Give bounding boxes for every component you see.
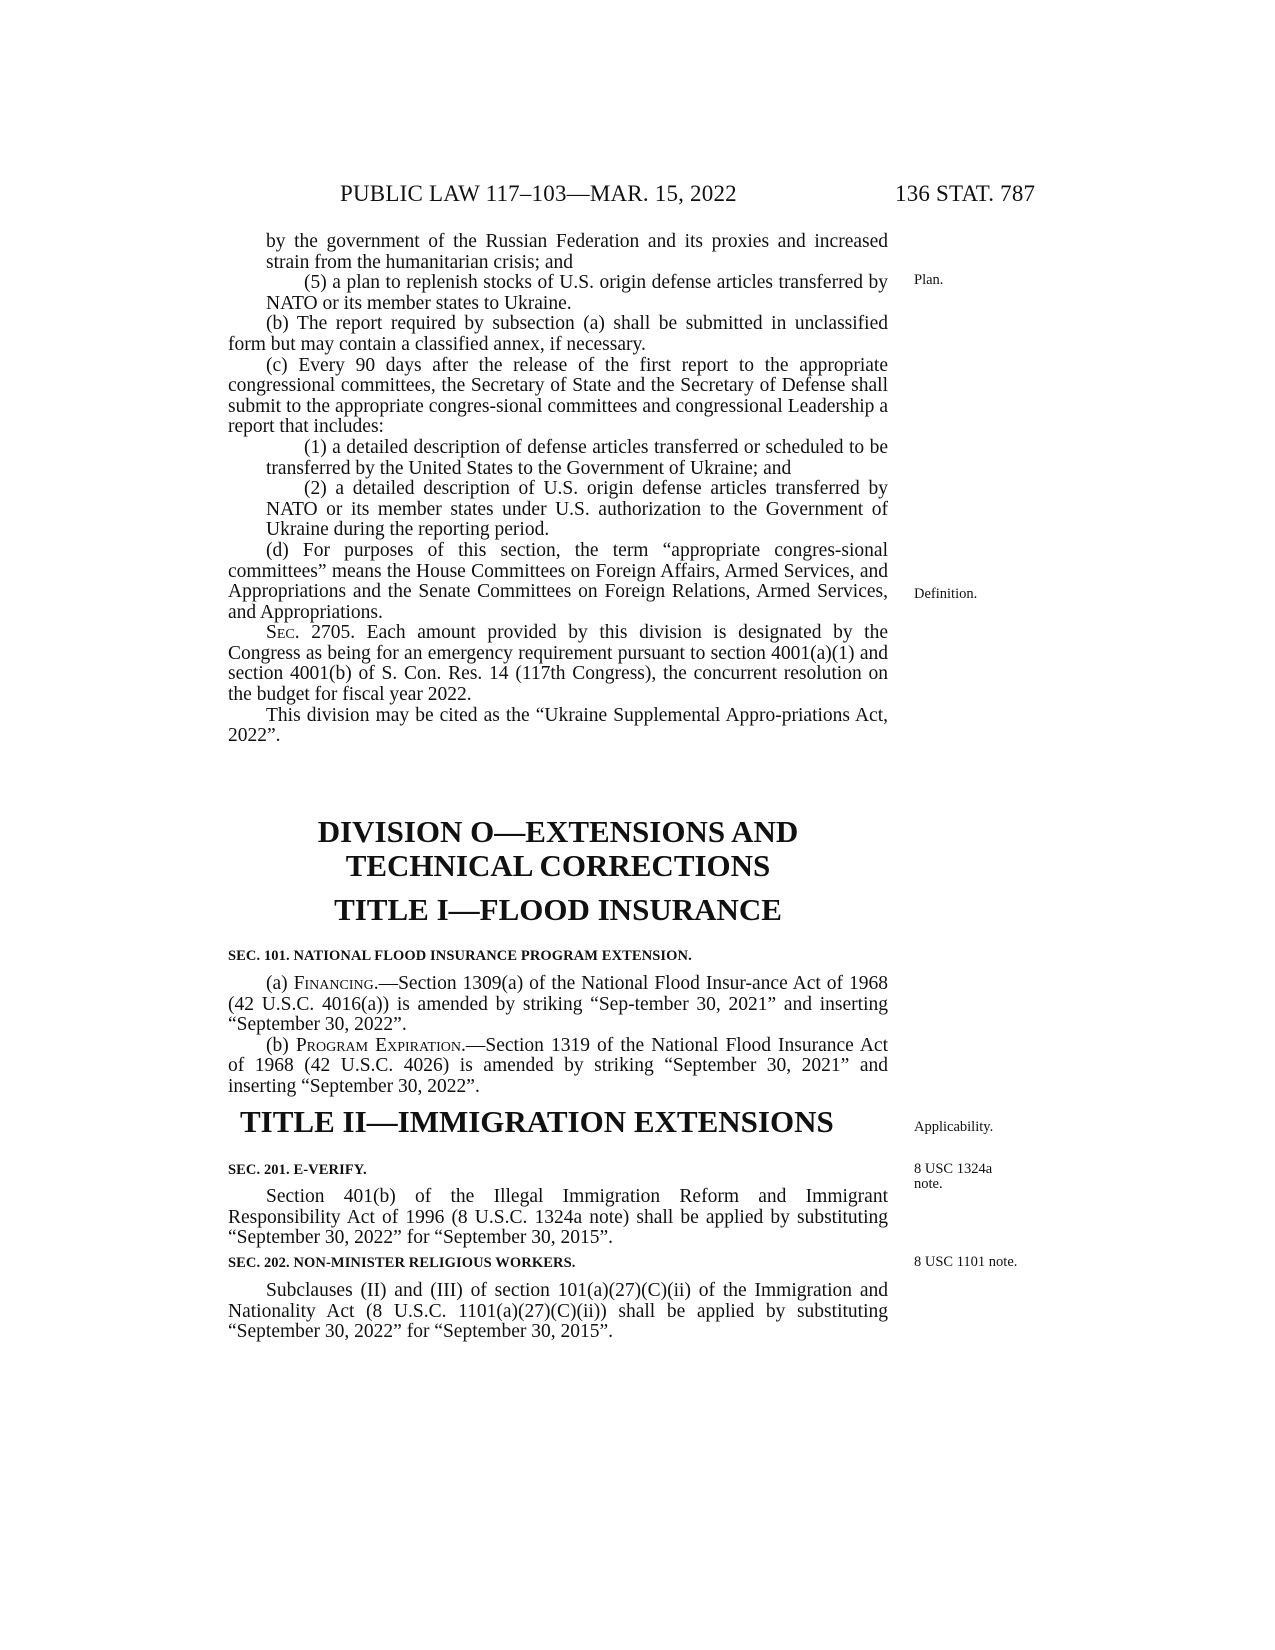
margin-note-applicability: Applicability. xyxy=(914,1119,994,1135)
short-title-paragraph: This division may be cited as the “Ukraine Supplemental Appro-priations Act, 2022”. xyxy=(228,704,888,747)
sec-202-text: Subclauses (II) and (III) of section 101(a)(27)(C)(ii) of the Immigration and Nationality Act (8 U.S.C. 1101(a)(27)(C)(ii)) shall be applied by substituting “September 30, 2022” for “September 30, 2015”. xyxy=(228,1280,888,1343)
division-heading-line-2: TECHNICAL CORRECTIONS xyxy=(345,848,771,883)
paragraph-program-expiration: (b) Program Expiration.—Section 1319 of the National Flood Insurance Act of 1968 (42 U.S.C. 4026) is amended by striking “September 30, 2021” and inserting “September 30, 2022”. xyxy=(228,1034,888,1097)
paragraph-c: (c) Every 90 days after the release of the first report to the appropriate congressional committees, the Secretary of State and the Secretary of Defense shall submit to the appropriate congres-sional committees and congressional Leadership a report that includes: xyxy=(228,354,888,438)
financing-label: Financing. xyxy=(293,973,379,994)
running-header-left: PUBLIC LAW 117–103—MAR. 15, 2022 xyxy=(340,181,737,206)
body-text-section-2704 xyxy=(228,232,888,747)
paragraph-b: (b) The report required by subsection (a) shall be submitted in unclassified form but may contain a classified annex, if necessary. xyxy=(228,313,888,355)
sec-201-text: Section 401(b) of the Illegal Immigration Reform and Immigrant Responsibility Act of 1996 (8 U.S.C. 1324a note) shall be applied by substituting “September 30, 2022” for “September 30, 2015”. xyxy=(228,1186,888,1249)
margin-note-plan: Plan. xyxy=(914,272,944,288)
paragraph-d: (d) For purposes of this section, the term “appropriate congres-sional committees” means the House Committees on Foreign Affairs, Armed Services, and Appropriations and the Senate Committees on Foreign Relations, Armed Services, and Appropriations. xyxy=(228,539,888,623)
paragraph-c2: (2) a detailed description of U.S. origin defense articles transferred by NATO or its member states under U.S. authorization to the Government of Ukraine during the reporting period. xyxy=(266,478,888,541)
margin-note-usc-1324a: 8 USC 1324a note. xyxy=(914,1161,993,1192)
title-1-heading: TITLE I—FLOOD INSURANCE xyxy=(334,892,782,927)
body-text-sec-202 xyxy=(228,1281,888,1343)
paragraph-continuation: by the government of the Russian Federation and its proxies and increased strain from the humanitarian crisis; and xyxy=(266,231,888,273)
section-2705 xyxy=(228,623,888,705)
program-expiration-text: —Section 1319 of the National Flood Insurance Act of 1968 (42 U.S.C. 4026) is amended by striking “September 30, 2021” and inserting “September 30, 2022”. xyxy=(228,1034,888,1097)
section-label: Sec. xyxy=(266,622,300,644)
body-text-sec-201 xyxy=(228,1187,888,1249)
sec-101-heading: SEC. 101. NATIONAL FLOOD INSURANCE PROGRAM EXTENSION. xyxy=(228,948,692,964)
paragraph-financing: (a) Financing.—Section 1309(a) of the National Flood Insur-ance Act of 1968 (42 U.S.C. 4016(a)) is amended by striking “Sep-tember 30, 2021” and inserting “September 30, 2022”. xyxy=(228,973,888,1036)
program-expiration-label: Program Expiration. xyxy=(295,1034,466,1056)
paragraph-c1: (1) a detailed description of defense articles transferred or scheduled to be transferred by the United States to the Government of Ukraine; and xyxy=(266,436,888,479)
sec-201-heading: SEC. 201. E-VERIFY. xyxy=(228,1162,367,1178)
division-heading-line-1: DIVISION O—EXTENSIONS AND xyxy=(317,814,799,849)
division-heading xyxy=(228,815,888,883)
margin-note-usc-1101: 8 USC 1101 note. xyxy=(914,1254,1018,1270)
page-stat-number: 136 STAT. 787 xyxy=(895,181,1036,206)
sec-202-heading: SEC. 202. NON-MINISTER RELIGIOUS WORKERS. xyxy=(228,1255,576,1271)
margin-note-definition: Definition. xyxy=(914,586,978,602)
financing-text: —Section 1309(a) of the National Flood Insur-ance Act of 1968 (42 U.S.C. 4016(a)) is amended by striking “Sep-tember 30, 2021” and inserting “September 30, 2022”. xyxy=(228,973,888,1036)
section-2705-text: 2705. Each amount provided by this division is designated by the Congress as being for an emergency requirement pursuant to section 4001(a)(1) and section 4001(b) of S. Con. Res. 14 (117th Congress), the concurrent resolution on the budget for fiscal year 2022. xyxy=(228,622,888,706)
body-text-sec-101 xyxy=(228,974,888,1098)
paragraph-a5: (5) a plan to replenish stocks of U.S. origin defense articles transferred by NATO or its member states to Ukraine. xyxy=(266,272,888,314)
title-2-heading: TITLE II—IMMIGRATION EXTENSIONS xyxy=(240,1104,834,1139)
